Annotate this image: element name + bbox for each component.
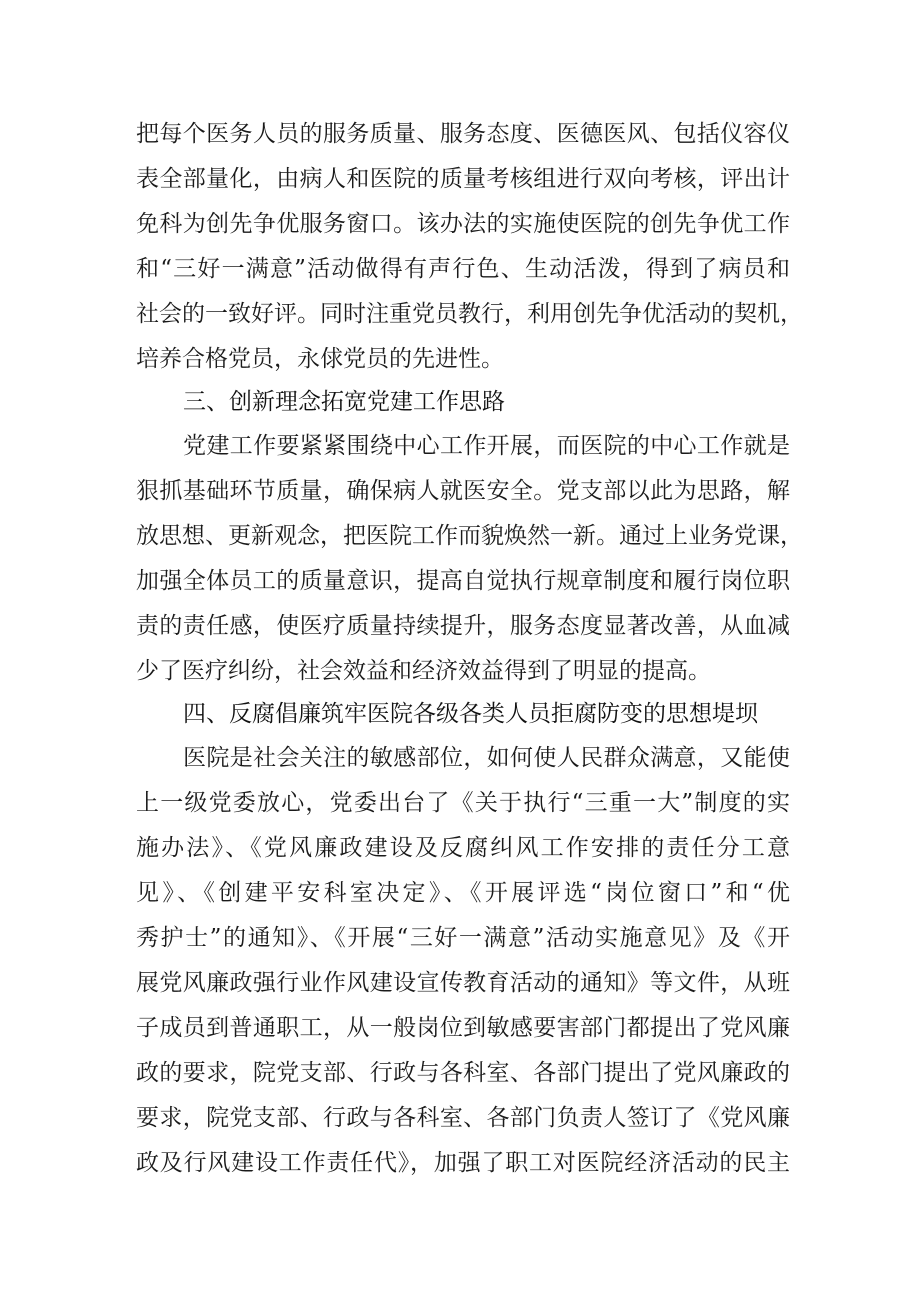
paragraph-2-line-5: 责的责任感，使医疗质量持续提升，服务态度显著改善，从血减	[136, 613, 790, 639]
paragraph-3-line-2: 上一级党委放心，党委出台了《关于执行“三重一大”制度的实	[136, 790, 790, 816]
paragraph-1-line-3: 免科为创先争优服务窗口。该办法的实施使医院的创先争优工作	[136, 211, 790, 237]
paragraph-2-line-3: 放思想、更新观念，把医院工作而貌焕然一新。通过上业务党课，	[136, 523, 803, 549]
paragraph-1-line-4: 和“三好一满意”活动做得有声行色、生动活泼，得到了病员和	[136, 256, 790, 282]
section-heading-4: 四、反腐倡廉筑牢医院各级各类人员拒腐防变的思想堤坝	[183, 701, 758, 727]
paragraph-1-line-1: 把每个医务人员的服务质量、服务态度、医德医风、包括仪容仪	[136, 121, 790, 147]
paragraph-3-line-6: 展党风廉政强行业作风建设宣传教育活动的通知》等文件，从班	[136, 970, 790, 996]
paragraph-3-line-4: 见》、《创建平安科室决定》、《开展评选“岗位窗口”和“优	[136, 880, 790, 906]
paragraph-3-line-9: 要求，院党支部、行政与各科室、各部门负责人签订了《党风廉	[136, 1105, 790, 1131]
section-heading-3: 三、创新理念拓宽党建工作思路	[183, 389, 505, 415]
paragraph-2-line-1: 党建工作要紧紧围绕中心工作开展，而医院的中心工作就是	[183, 433, 790, 459]
paragraph-3-line-5: 秀护士”的通知》、《开展“三好一满意”活动实施意见》及《开	[136, 925, 790, 951]
paragraph-2-line-4: 加强全体员工的质量意识，提高自觉执行规章制度和履行岗位职	[136, 568, 790, 594]
paragraph-1-line-2: 表全部量化，由病人和医院的质量考核组进行双向考核，评出计	[136, 166, 790, 192]
paragraph-3-line-3: 施办法》、《党风廉政建设及反腐纠风工作安排的责任分工意	[136, 835, 790, 861]
paragraph-1-line-5: 社会的一致好评。同时注重党员教行，利用创先争优活动的契机，	[136, 301, 803, 327]
paragraph-3-line-1: 医院是社会关注的敏感部位，如何使人民群众满意，又能使	[183, 745, 790, 771]
paragraph-3-line-10: 政及行风建设工作责任代》，加强了职工对医院经济活动的民主	[136, 1150, 790, 1176]
paragraph-2-line-2: 狠抓基础环节质量，确保病人就医安全。党支部以此为思路，解	[136, 478, 790, 504]
paragraph-2-line-6: 少了医疗纠纷，社会效益和经济效益得到了明显的提高。	[136, 658, 711, 684]
paragraph-3-line-7: 子成员到普通职工，从一般岗位到敏感要害部门都提出了党风廉	[136, 1015, 790, 1041]
paragraph-1-line-6: 培养合格党员，永俅党员的先进性。	[136, 346, 504, 372]
paragraph-3-line-8: 政的要求，院党支部、行政与各科室、各部门提出了党风廉政的	[136, 1060, 790, 1086]
